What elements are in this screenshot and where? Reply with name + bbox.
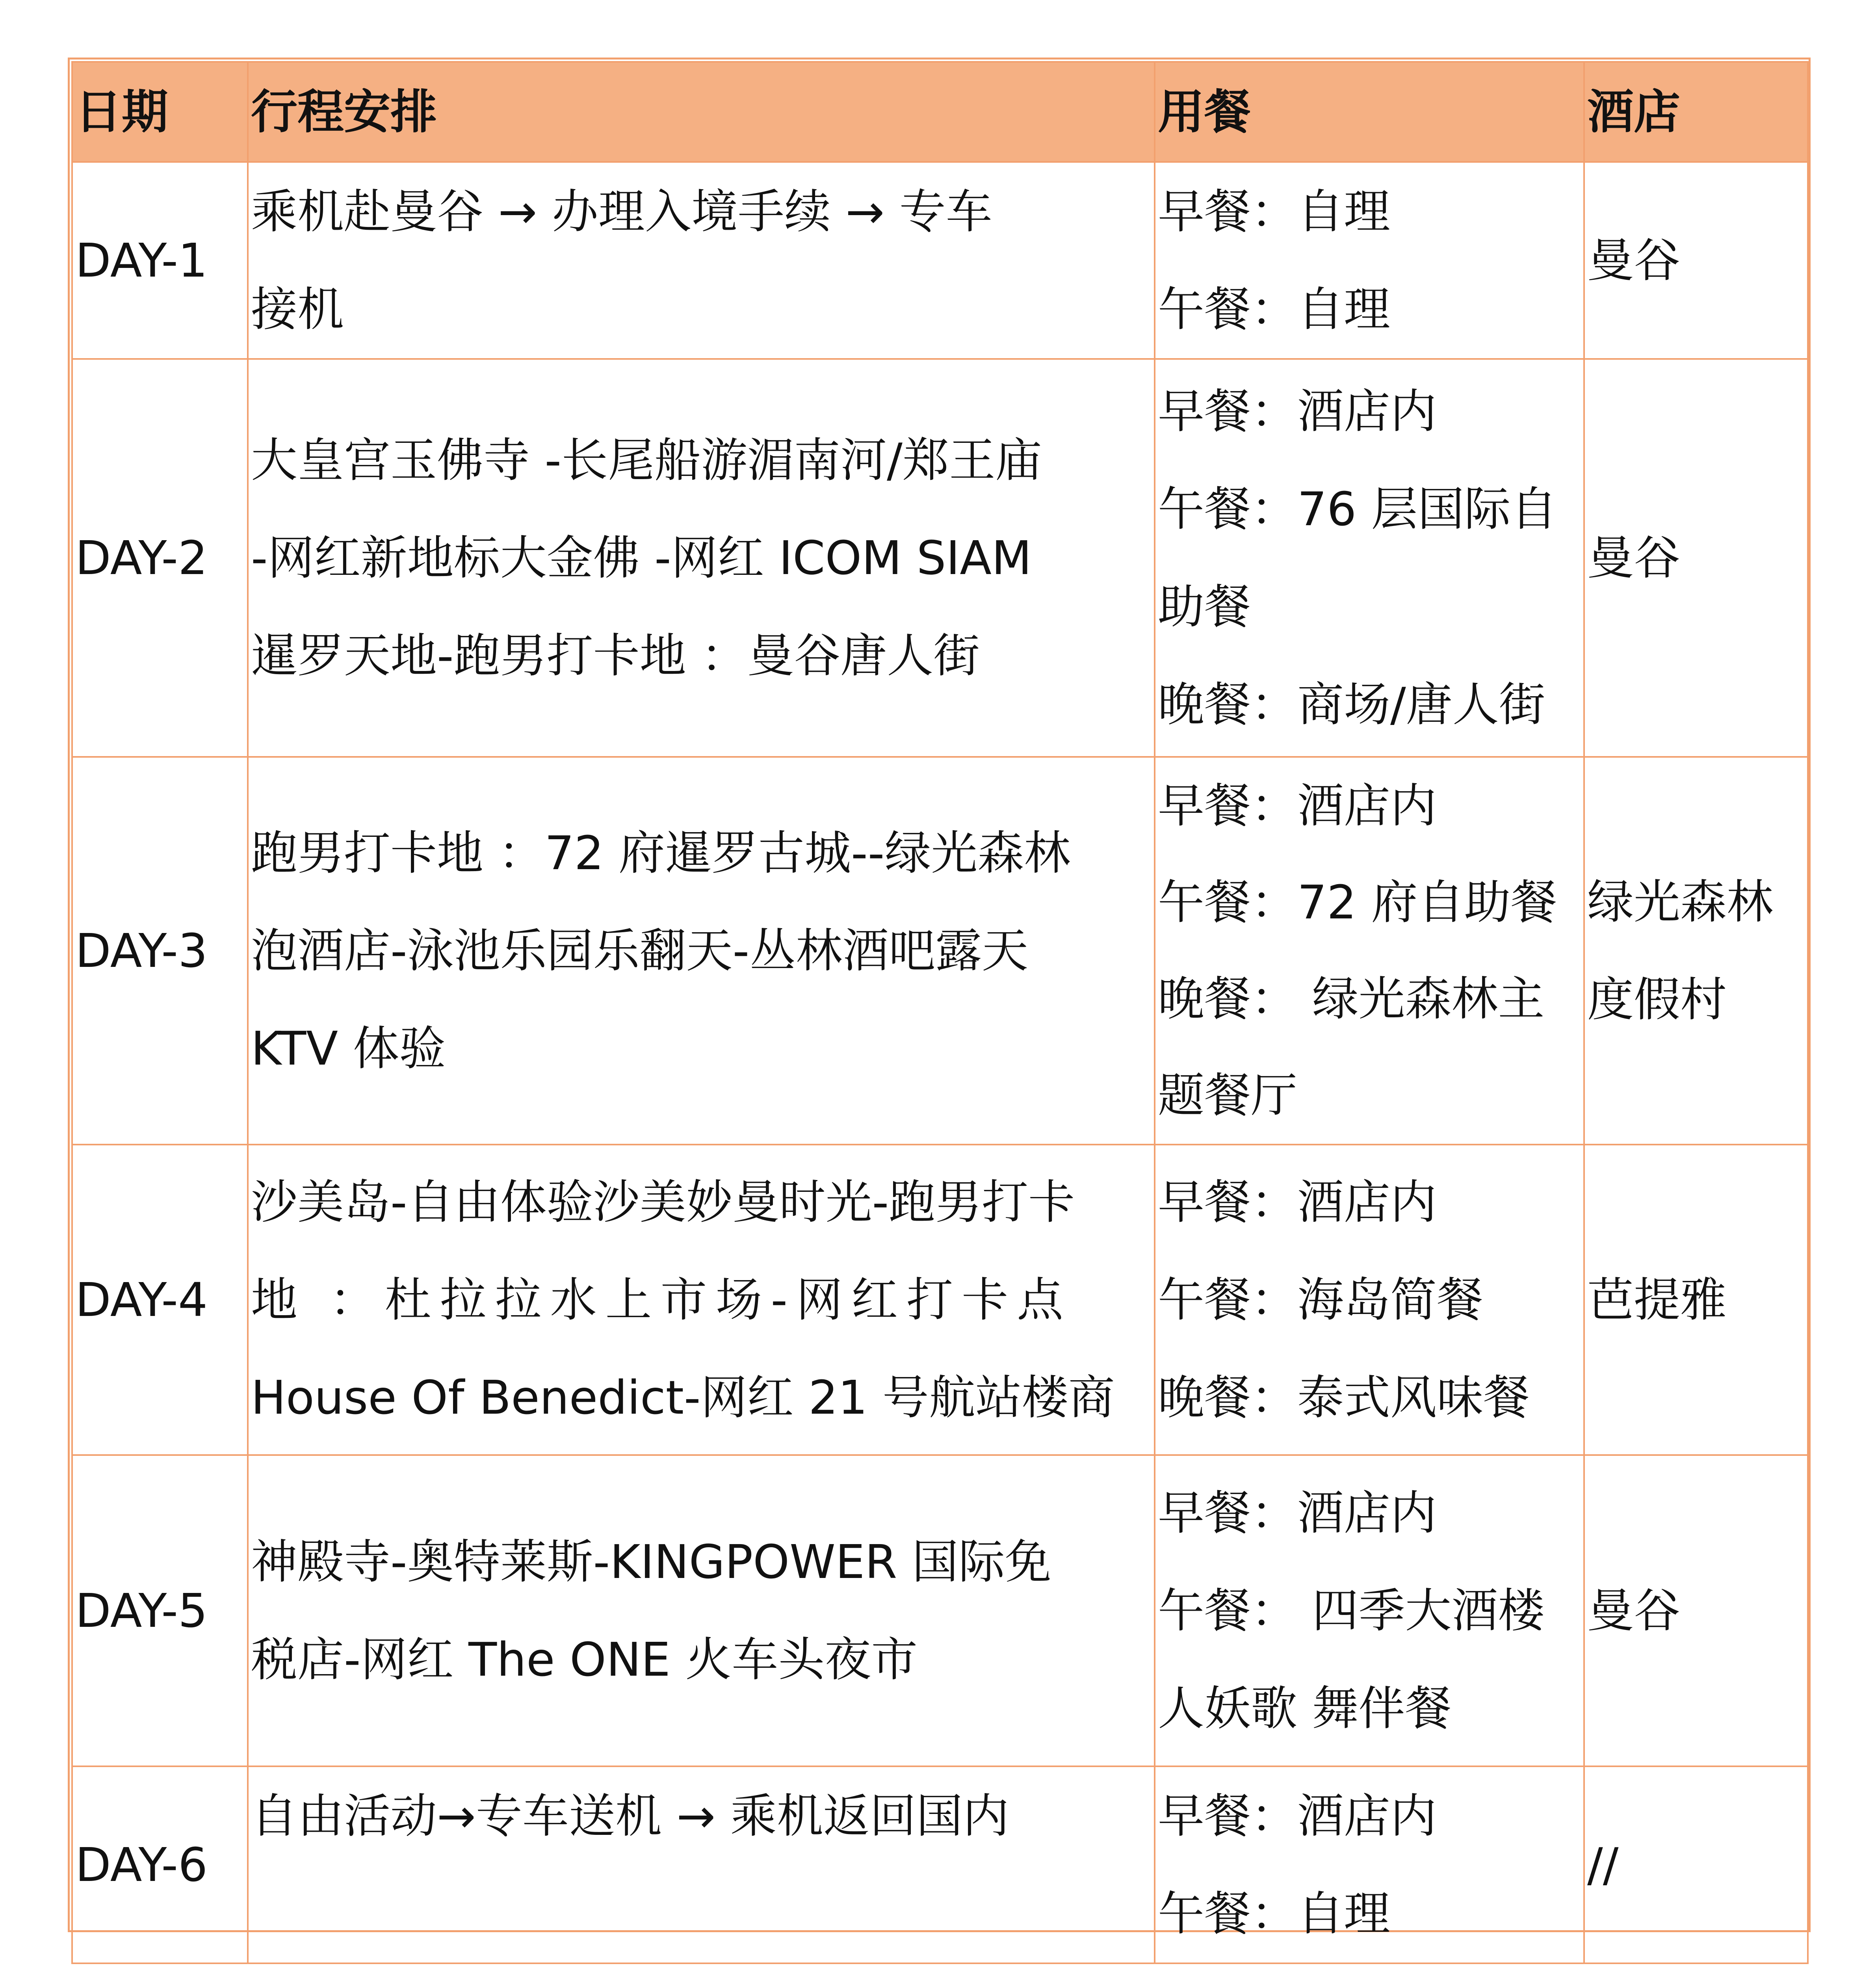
meal-line: 午餐：海岛简餐 bbox=[1158, 1273, 1484, 1327]
meal-line: 题餐厅 bbox=[1158, 1068, 1298, 1123]
header-hotel: 酒店 bbox=[1584, 62, 1808, 162]
meals-cell bbox=[1155, 359, 1584, 757]
table-row bbox=[72, 1455, 1808, 1766]
meal-line: 早餐：自理 bbox=[1158, 184, 1391, 239]
hotel-cell bbox=[1584, 757, 1808, 1145]
route-cell bbox=[248, 162, 1155, 359]
hotel-cell bbox=[1584, 162, 1808, 359]
route-cell bbox=[248, 1455, 1155, 1766]
route-line: -网红新地标大金佛 -网红 ICOM SIAM bbox=[251, 531, 1032, 585]
header-row bbox=[72, 62, 1808, 162]
meal-line: 晚餐： 绿光森林主 bbox=[1158, 972, 1545, 1026]
route-line: 沙美岛-自由体验沙美妙曼时光-跑男打卡 bbox=[251, 1175, 1075, 1229]
route-line: 地 ：杜拉拉水上市场-网红打卡点 bbox=[251, 1273, 1072, 1327]
meal-line: 午餐：自理 bbox=[1158, 282, 1391, 336]
meal-line: 午餐：72 府自助餐 bbox=[1158, 875, 1557, 929]
day-cell: DAY-5 bbox=[72, 1455, 248, 1766]
route-line: 乘机赴曼谷 → 办理入境手续 → 专车 bbox=[251, 184, 992, 239]
route-line: 跑男打卡地 ：72 府暹罗古城--绿光森林 bbox=[251, 826, 1071, 880]
hotel-line: 绿光森林 bbox=[1587, 875, 1774, 929]
meal-line: 早餐：酒店内 bbox=[1158, 1789, 1437, 1843]
hotel-line: // bbox=[1587, 1838, 1619, 1892]
meal-line: 午餐：76 层国际自 bbox=[1158, 482, 1557, 536]
route-line: 泡酒店-泳池乐园乐翻天-丛林酒吧露天 bbox=[251, 924, 1029, 978]
hotel-line: 芭提雅 bbox=[1587, 1273, 1727, 1327]
table-row bbox=[72, 757, 1808, 1145]
itinerary-table bbox=[71, 61, 1809, 1964]
itinerary-table-body bbox=[72, 162, 1808, 1963]
table-row bbox=[72, 162, 1808, 359]
route-cell bbox=[248, 1766, 1155, 1963]
meal-line: 午餐： 四季大酒楼 bbox=[1158, 1583, 1545, 1638]
meals-cell bbox=[1155, 757, 1584, 1145]
meal-line: 晚餐：商场/唐人街 bbox=[1158, 677, 1545, 732]
meal-line: 人妖歌 舞伴餐 bbox=[1158, 1681, 1452, 1736]
route-cell bbox=[248, 359, 1155, 757]
route-line: 神殿寺-奥特莱斯-KINGPOWER 国际免 bbox=[251, 1535, 1051, 1589]
hotel-line: 曼谷 bbox=[1587, 233, 1681, 288]
day-cell: DAY-3 bbox=[72, 757, 248, 1145]
route-line: House Of Benedict-网红 21 号航站楼商 bbox=[251, 1370, 1115, 1425]
hotel-cell bbox=[1584, 1766, 1808, 1963]
itinerary-table-header bbox=[72, 62, 1808, 162]
meals-cell bbox=[1155, 1766, 1584, 1963]
header-meals: 用餐 bbox=[1155, 62, 1584, 162]
itinerary-table-frame bbox=[68, 58, 1811, 1941]
route-line: 税店-网红 The ONE 火车头夜市 bbox=[251, 1632, 918, 1687]
route-line: 大皇宫玉佛寺 -长尾船游湄南河/郑王庙 bbox=[251, 433, 1042, 487]
route-line: KTV 体验 bbox=[251, 1021, 446, 1076]
meal-line: 午餐：自理 bbox=[1158, 1886, 1391, 1941]
hotel-cell bbox=[1584, 1455, 1808, 1766]
meal-line: 助餐 bbox=[1158, 580, 1251, 634]
day-cell: DAY-1 bbox=[72, 162, 248, 359]
hotel-line: 度假村 bbox=[1587, 972, 1727, 1027]
meal-line: 早餐：酒店内 bbox=[1158, 779, 1437, 833]
hotel-cell bbox=[1584, 1145, 1808, 1455]
day-cell: DAY-2 bbox=[72, 359, 248, 757]
hotel-cell bbox=[1584, 359, 1808, 757]
table-row bbox=[72, 1145, 1808, 1455]
route-line: 接机 bbox=[251, 282, 344, 336]
day-cell: DAY-6 bbox=[72, 1766, 248, 1963]
header-schedule: 行程安排 bbox=[248, 62, 1155, 162]
hotel-line: 曼谷 bbox=[1587, 531, 1681, 585]
meals-cell bbox=[1155, 162, 1584, 359]
header-date: 日期 bbox=[72, 62, 248, 162]
day-cell: DAY-4 bbox=[72, 1145, 248, 1455]
route-cell bbox=[248, 1145, 1155, 1455]
hotel-line: 曼谷 bbox=[1587, 1583, 1681, 1638]
meal-line: 早餐：酒店内 bbox=[1158, 1175, 1437, 1229]
meals-cell bbox=[1155, 1455, 1584, 1766]
table-row bbox=[72, 1766, 1808, 1963]
table-row bbox=[72, 359, 1808, 757]
route-line: 自由活动→专车送机 → 乘机返回国内 bbox=[251, 1789, 1009, 1843]
meal-line: 晚餐：泰式风味餐 bbox=[1158, 1370, 1530, 1425]
route-cell bbox=[248, 757, 1155, 1145]
meals-cell bbox=[1155, 1145, 1584, 1455]
meal-line: 早餐：酒店内 bbox=[1158, 384, 1437, 439]
meal-line: 早餐：酒店内 bbox=[1158, 1486, 1437, 1540]
route-line: 暹罗天地-跑男打卡地 ：曼谷唐人街 bbox=[251, 628, 980, 683]
